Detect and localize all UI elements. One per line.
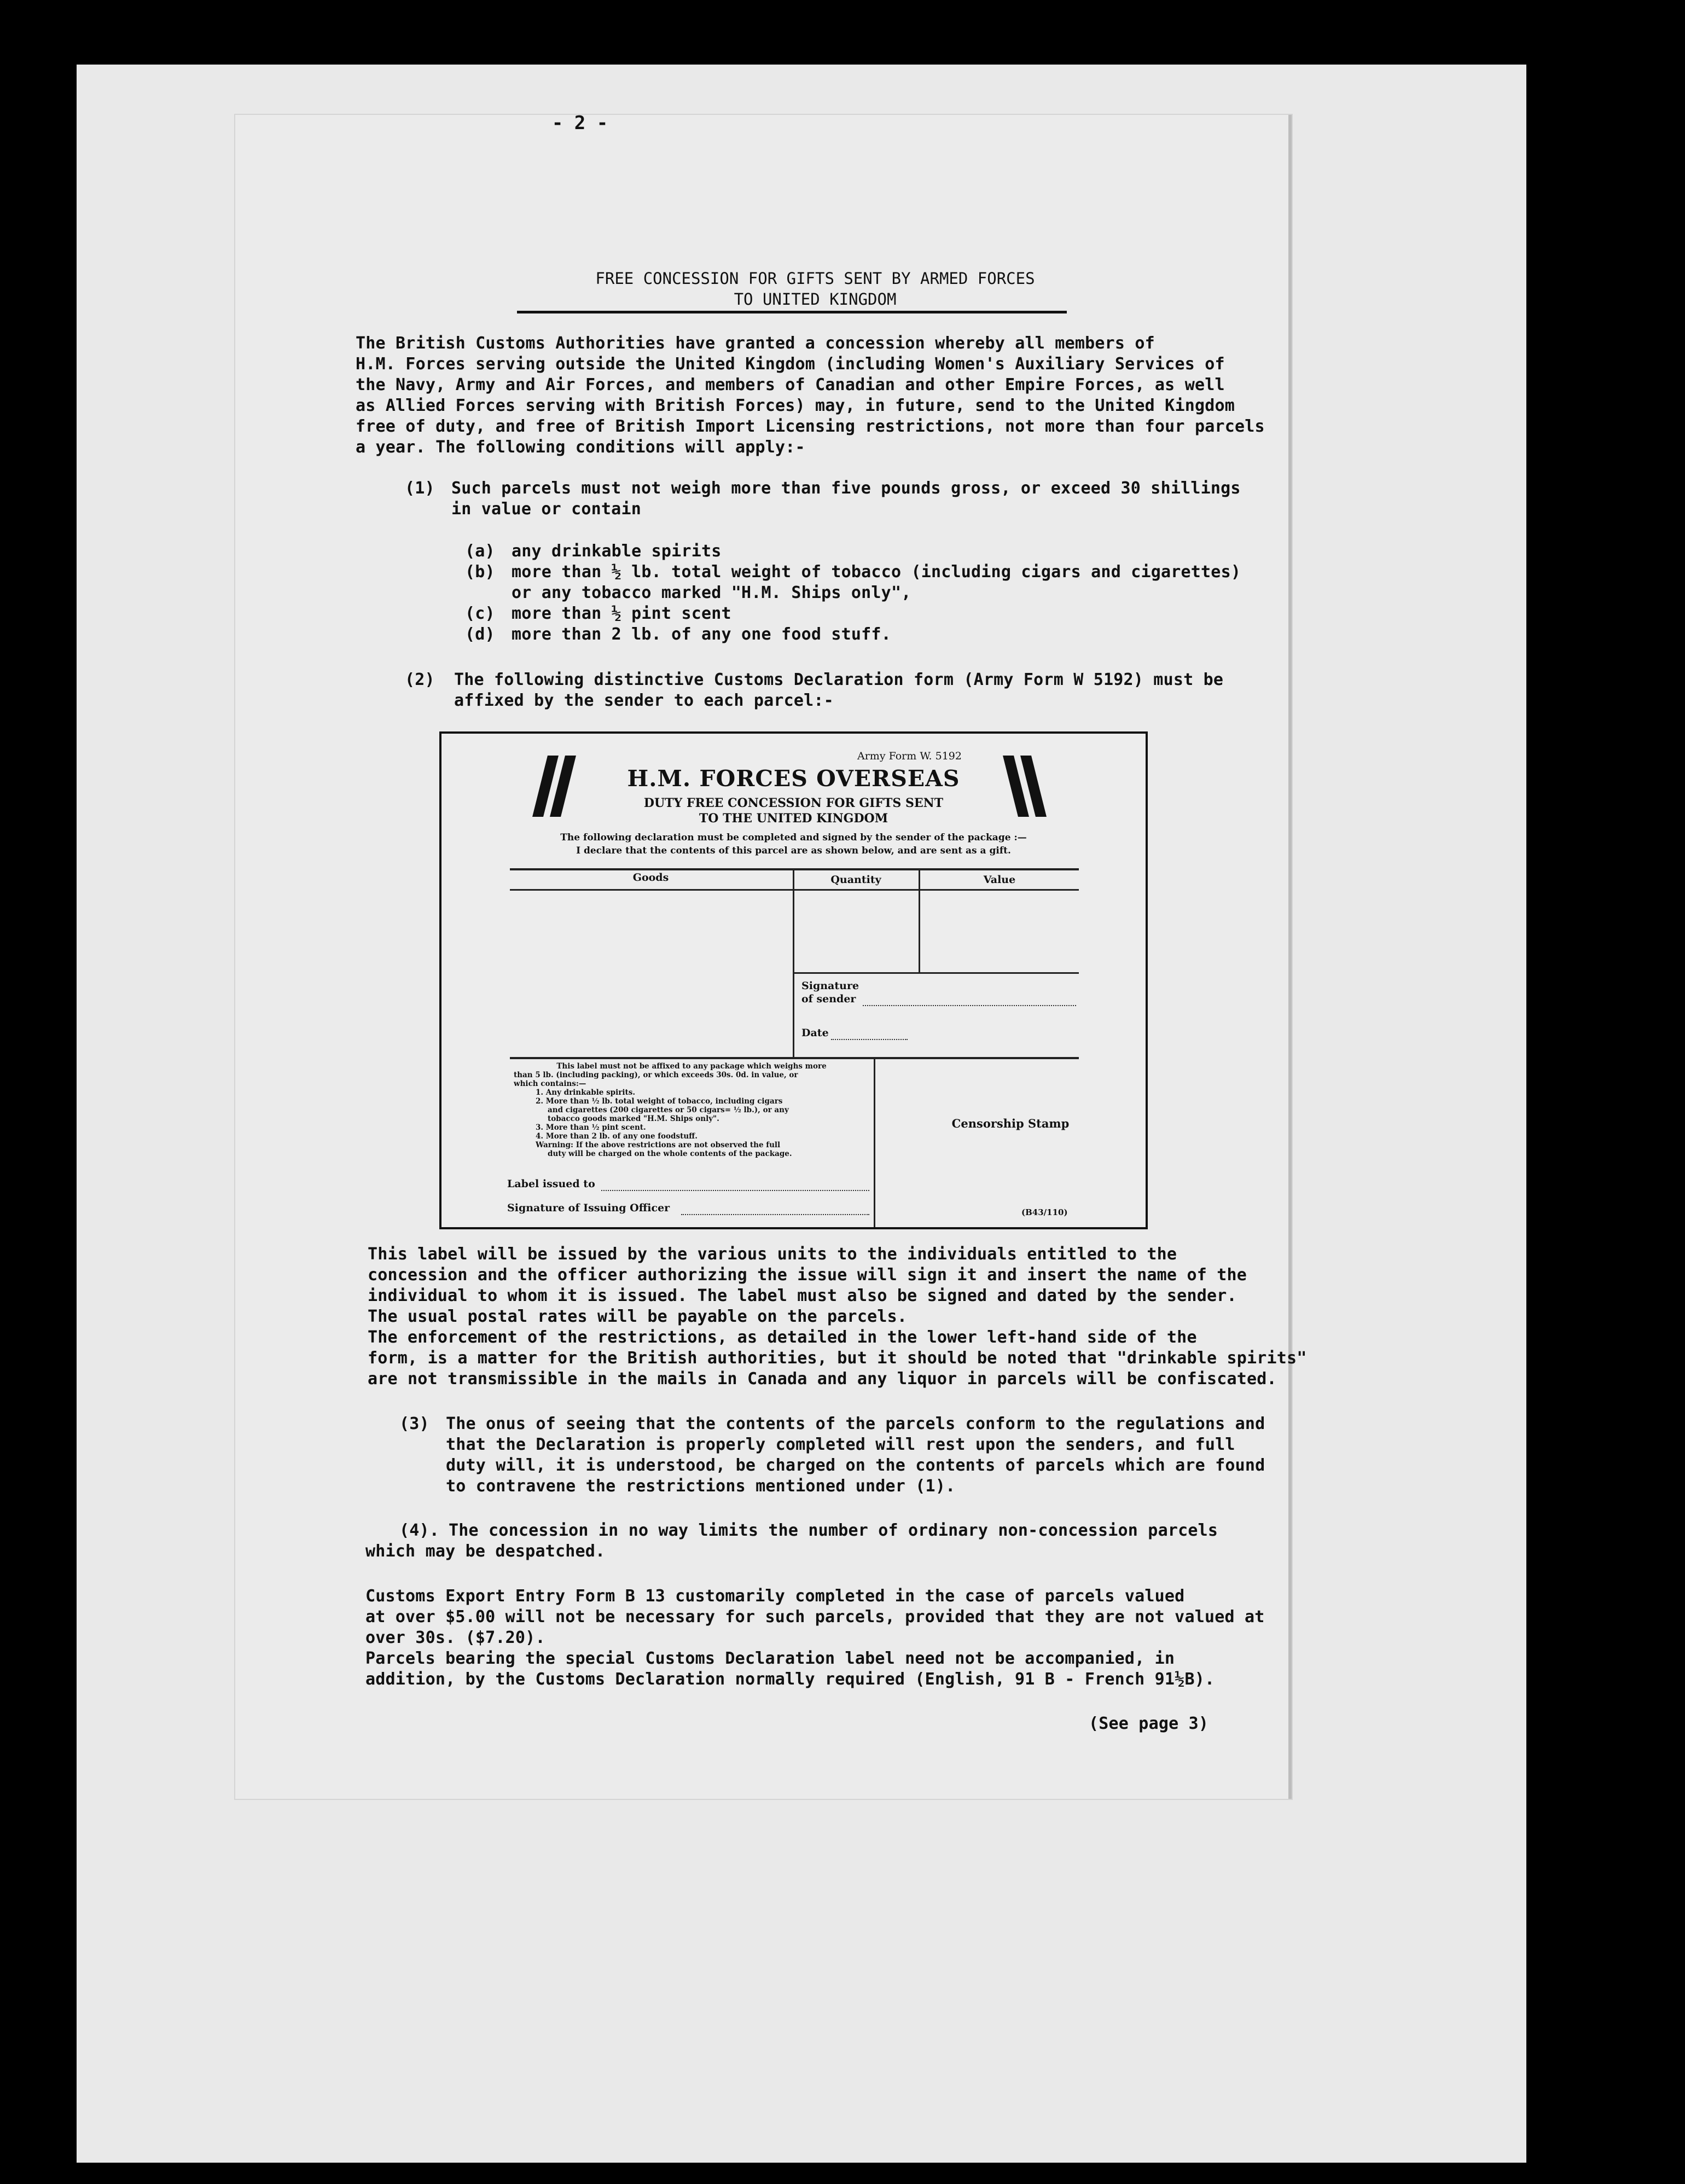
column-goods: Goods bbox=[632, 872, 669, 884]
warning-block bbox=[514, 1062, 869, 1158]
condition-3-line: that the Declaration is properly completed will rest upon the senders, and full bbox=[446, 1435, 1235, 1454]
date-label: Date bbox=[801, 1027, 829, 1039]
body-line: concession and the officer authorizing the issue will sign it and insert the name of the bbox=[368, 1265, 1247, 1285]
form-code: (B43/110) bbox=[1021, 1207, 1068, 1217]
item-text: more than 2 lb. of any one food stuff. bbox=[512, 625, 891, 644]
condition-3-line: duty will, it is understood, be charged on the contents of parcels which are found bbox=[446, 1456, 1265, 1475]
form-subheading: TO THE UNITED KINGDOM bbox=[699, 811, 888, 826]
condition-2-number: (2) bbox=[405, 670, 435, 689]
closing-line: Parcels bearing the special Customs Declaration label need not be accompanied, in bbox=[365, 1649, 1175, 1668]
army-form-w5192 bbox=[439, 731, 1148, 1229]
warning-line: 4. More than 2 lb. of any one foodstuff. bbox=[536, 1132, 698, 1141]
table-top-rule bbox=[510, 868, 1079, 870]
officer-dotted-line bbox=[681, 1214, 869, 1215]
title-line-2: TO UNITED KINGDOM bbox=[734, 290, 897, 309]
censorship-divider bbox=[874, 1057, 875, 1227]
item-text: more than ½ lb. total weight of tobacco (including cigars and cigarettes) bbox=[512, 562, 1241, 582]
form-subheading: DUTY FREE CONCESSION FOR GIFTS SENT bbox=[643, 796, 944, 810]
condition-3-line: to contravene the restrictions mentioned under (1). bbox=[446, 1477, 956, 1496]
intro-line: The British Customs Authorities have granted a concession whereby all members of bbox=[356, 334, 1155, 353]
page-number: - 2 - bbox=[551, 112, 608, 134]
quantity-divider bbox=[919, 868, 920, 973]
see-page-note: (See page 3) bbox=[1089, 1714, 1209, 1733]
closing-line: addition, by the Customs Declaration normally required (English, 91 B - French 91½B). bbox=[365, 1670, 1215, 1689]
warning-line: and cigarettes (200 cigarettes or 50 cigars= ½ lb.), or any bbox=[548, 1106, 789, 1114]
item-key: (b) bbox=[465, 562, 495, 582]
issued-to-dotted-line bbox=[601, 1190, 869, 1191]
condition-1-line: Such parcels must not weigh more than five pounds gross, or exceed 30 shillings bbox=[451, 479, 1241, 498]
intro-line: free of duty, and free of British Import Licensing restrictions, not more than four parcels bbox=[356, 417, 1265, 436]
signature-label: of sender bbox=[801, 993, 856, 1005]
body-line: The enforcement of the restrictions, as detailed in the lower left-hand side of the bbox=[368, 1328, 1197, 1347]
form-instruction: The following declaration must be completed and signed by the sender of the package :— bbox=[560, 832, 1027, 843]
warning-line: 1. Any drinkable spirits. bbox=[536, 1088, 636, 1097]
body-line: form, is a matter for the British authorities, but it should be noted that "drinkable spirits" bbox=[368, 1349, 1307, 1368]
warning-line: which contains:— bbox=[514, 1079, 586, 1088]
column-value: Value bbox=[983, 874, 1016, 886]
condition-2-line: The following distinctive Customs Declaration form (Army Form W 5192) must be bbox=[454, 670, 1224, 689]
censorship-stamp-label: Censorship Stamp bbox=[951, 1117, 1070, 1130]
body-line: are not transmissible in the mails in Canada and any liquor in parcels will be confiscated. bbox=[368, 1369, 1277, 1389]
body-line: The usual postal rates will be payable on the parcels. bbox=[368, 1307, 908, 1326]
label-issued-to: Label issued to bbox=[507, 1178, 595, 1190]
signature-label: Signature bbox=[801, 980, 859, 992]
goods-divider bbox=[793, 868, 794, 1057]
form-instruction: I declare that the contents of this parcel are as shown below, and are sent as a gift. bbox=[576, 845, 1011, 856]
form-number: Army Form W. 5192 bbox=[857, 750, 962, 762]
column-quantity: Quantity bbox=[830, 874, 881, 886]
title-line-1: FREE CONCESSION FOR GIFTS SENT BY ARMED FORCES bbox=[595, 269, 1035, 288]
intro-line: the Navy, Army and Air Forces, and members of Canadian and other Empire Forces, as well bbox=[356, 375, 1225, 394]
item-key: (c) bbox=[465, 604, 495, 623]
condition-3-line: The onus of seeing that the contents of the parcels conform to the regulations and bbox=[446, 1414, 1265, 1433]
signature-dotted-line bbox=[863, 1005, 1076, 1006]
warning-line: than 5 lb. (including packing), or which exceeds 30s. 0d. in value, or bbox=[514, 1071, 798, 1079]
lower-section-rule bbox=[510, 1057, 1079, 1059]
condition-4-line: The concession in no way limits the number of ordinary non-concession parcels bbox=[449, 1521, 1218, 1540]
quantity-bottom-rule bbox=[794, 972, 1079, 974]
warning-line: 2. More than ½ lb. total weight of tobacco, including cigars bbox=[536, 1097, 783, 1106]
warning-line: duty will be charged on the whole contents of the package. bbox=[548, 1149, 792, 1158]
condition-3-number: (3) bbox=[399, 1414, 429, 1433]
header-rule bbox=[510, 889, 1079, 891]
warning-line: This label must not be affixed to any package which weighs more bbox=[556, 1062, 827, 1071]
warning-line: Warning: If the above restrictions are not observed the full bbox=[536, 1141, 781, 1149]
item-text: or any tobacco marked "H.M. Ships only", bbox=[512, 583, 911, 602]
warning-line: 3. More than ½ pint scent. bbox=[536, 1123, 646, 1132]
condition-4-line: which may be despatched. bbox=[365, 1542, 606, 1561]
closing-line: over 30s. ($7.20). bbox=[365, 1628, 545, 1647]
condition-2-line: affixed by the sender to each parcel:- bbox=[454, 691, 834, 710]
item-text: more than ½ pint scent bbox=[512, 604, 731, 623]
form-heading: H.M. FORCES OVERSEAS bbox=[627, 765, 960, 792]
date-dotted-line bbox=[831, 1039, 908, 1040]
signature-of-officer: Signature of Issuing Officer bbox=[507, 1202, 670, 1214]
intro-line: a year. The following conditions will apply:- bbox=[356, 438, 805, 457]
body-line: This label will be issued by the various units to the individuals entitled to the bbox=[368, 1245, 1177, 1264]
intro-line: H.M. Forces serving outside the United Kingdom (including Women's Auxiliary Services of bbox=[356, 355, 1225, 374]
closing-line: at over $5.00 will not be necessary for such parcels, provided that they are not valued at bbox=[365, 1607, 1265, 1627]
title-underline bbox=[517, 311, 1067, 313]
condition-1-line: in value or contain bbox=[451, 499, 641, 519]
condition-4-number: (4). bbox=[399, 1521, 440, 1540]
item-key: (d) bbox=[465, 625, 495, 644]
item-text: any drinkable spirits bbox=[512, 542, 722, 561]
body-line: individual to whom it is issued. The label must also be signed and dated by the sender. bbox=[368, 1286, 1237, 1305]
closing-line: Customs Export Entry Form B 13 customarily completed in the case of parcels valued bbox=[365, 1587, 1185, 1606]
intro-line: as Allied Forces serving with British Forces) may, in future, send to the United Kingdom bbox=[356, 396, 1235, 415]
condition-1-number: (1) bbox=[405, 479, 435, 498]
item-key: (a) bbox=[465, 542, 495, 561]
warning-line: tobacco goods marked "H.M. Ships only". bbox=[548, 1114, 719, 1123]
